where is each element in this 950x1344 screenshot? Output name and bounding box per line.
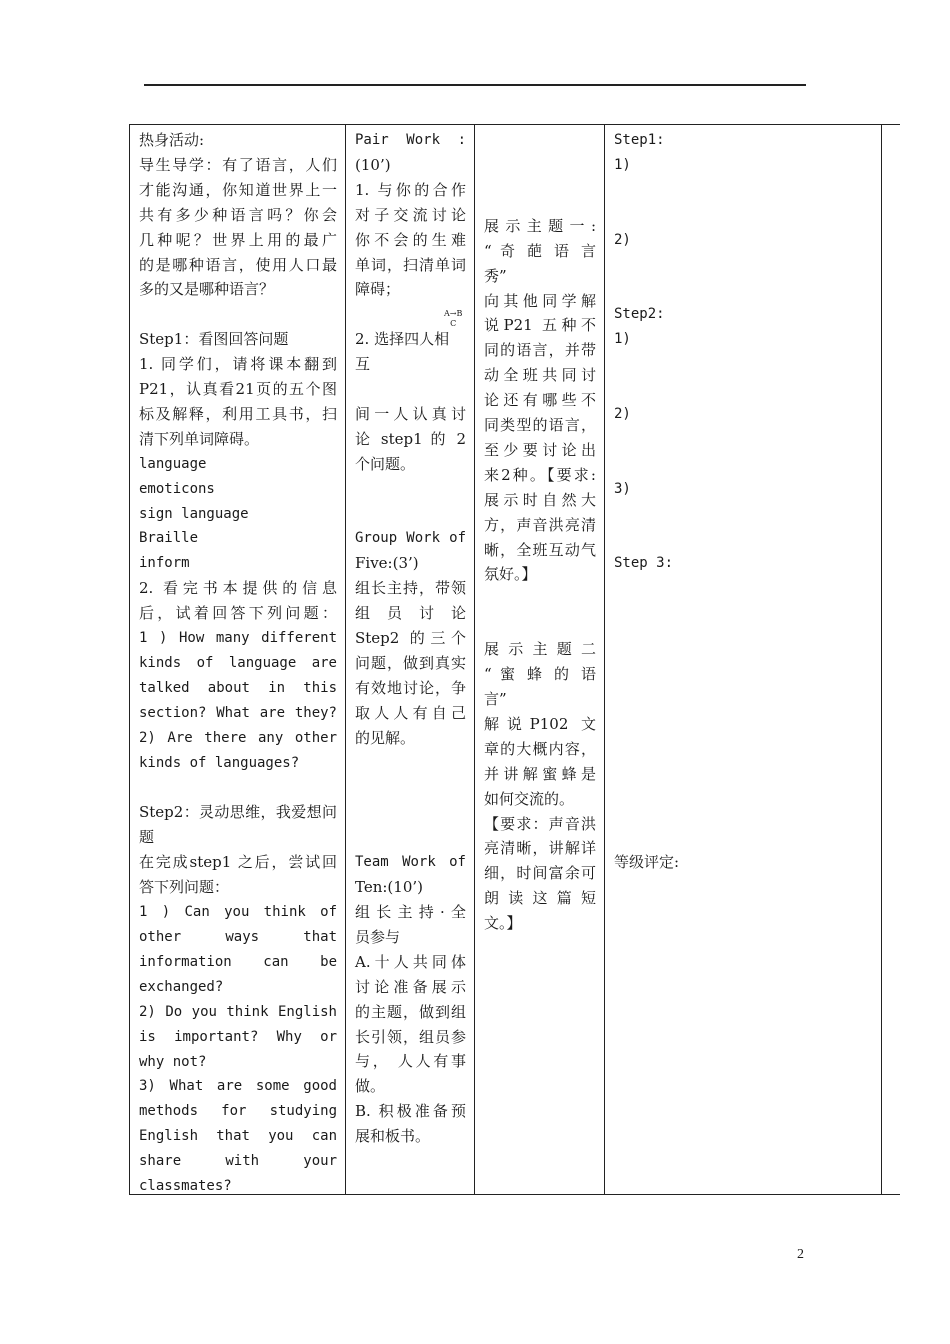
flow-mark: A→B C — [444, 309, 463, 328]
table-bottom-border — [129, 1194, 900, 1195]
cell-text-line — [355, 377, 466, 402]
cell-text-line: (10’) — [355, 155, 391, 174]
cell-text-line: why not? — [139, 1053, 207, 1070]
page-number: 2 — [797, 1247, 804, 1262]
cell-text-line: 说P21 五种不 — [484, 316, 596, 335]
cell-text-line: 论还有哪些不 — [484, 391, 596, 410]
cell-text-line: 如何交流的。 — [484, 789, 575, 808]
cell-text-line — [484, 164, 596, 189]
cell-text-line — [614, 452, 873, 477]
cell-text-line: 组长主持，带领 — [355, 579, 466, 598]
cell-text-line: Step1：看图回答问题 — [139, 330, 289, 349]
cell-text-line: 章的大概内容， — [484, 739, 596, 758]
table-column-margin — [881, 124, 900, 1194]
cell-text-line: section? What are they? — [139, 704, 337, 721]
cell-text-line — [355, 477, 466, 502]
cell-text-line: 共有多少种语言吗？你会 — [139, 205, 337, 224]
cell-text-line — [614, 775, 873, 800]
cell-text-line — [614, 501, 873, 526]
cell-text-line — [614, 750, 873, 775]
cell-text-line: B. 积极准备预 — [355, 1102, 466, 1121]
cell-text-line: 晰，全班互动气 — [484, 540, 596, 559]
cell-text-line: 在完成step1 之后，尝试回 — [139, 853, 337, 872]
cell-text-line: 后，试着回答下列问题： — [139, 604, 337, 623]
cell-text-line: 2) — [614, 231, 631, 248]
cell-text-line: 间一人认真讨 — [355, 404, 466, 423]
cell-text-line: 文。】 — [484, 914, 522, 933]
cell-text-line: 取人人有自己 — [355, 703, 466, 722]
cell-text-line — [139, 776, 337, 801]
cell-text-line: 朗读这篇短 — [484, 889, 596, 908]
cell-text-line: 清下列单词障碍。 — [139, 429, 260, 448]
cell-text-line — [614, 800, 873, 825]
cell-text-line — [355, 502, 466, 527]
cell-text-line — [484, 189, 596, 214]
cell-text-line: 1 ) How many different — [139, 630, 337, 647]
cell-text-line: 标及解释，利用工具书，扫 — [139, 404, 337, 423]
cell-text-line: exchanged? — [139, 978, 224, 995]
cell-text-line: 单词，扫清单词 — [355, 255, 466, 274]
cell-text-line: 的是哪种语言，使用人口最 — [139, 255, 337, 274]
cell-text-line — [614, 626, 873, 651]
cell-text-line — [484, 612, 596, 637]
cell-text-line: 展示主题二 — [484, 640, 596, 659]
cell-text-line: 至少要讨论出 — [484, 440, 596, 459]
cell-text-line: sign language — [139, 505, 249, 522]
cell-text-line: 向其他同学解 — [484, 291, 596, 310]
cell-text-line: 多的又是哪种语言？ — [139, 280, 275, 299]
cell-text-line: 解说P102 文 — [484, 714, 596, 733]
cell-text-line — [355, 775, 466, 800]
cell-text-line: 同类型的语言， — [484, 416, 596, 435]
cell-text-line: 热身活动: — [139, 131, 205, 149]
table-column-activities — [129, 124, 345, 1194]
cell-text-line — [614, 178, 873, 203]
cell-text-line — [614, 203, 873, 228]
cell-text-line: 导生导学：有了语言，人们 — [139, 155, 337, 174]
cell-text-line: A.十人共同体 — [355, 952, 466, 971]
cell-text-line: Step1: — [614, 132, 665, 148]
cell-text-line: 展示时自然大 — [484, 490, 596, 509]
cell-text-line: 并讲解蜜蜂是 — [484, 764, 596, 783]
cell-text-line: Step2: — [614, 306, 665, 323]
cell-text-line: 组 员 讨 论 — [355, 604, 466, 623]
cell-text-line: 2. 选择四人相 — [355, 330, 450, 349]
cell-text-line: English that you can — [139, 1128, 337, 1145]
cell-text-line: emoticons — [139, 480, 215, 497]
cell-text-line: 同的语言，并带 — [484, 341, 596, 360]
cell-text-line: Braille — [139, 530, 199, 547]
table-column-group-work — [345, 124, 474, 1194]
table-top-border — [129, 124, 900, 125]
cell-text-line: “ 奇 葩 语 言 — [484, 241, 596, 260]
cell-text-line: talked about in this — [139, 679, 337, 696]
cell-text-line: 个问题。 — [355, 454, 416, 473]
cell-text-line — [614, 576, 873, 601]
cell-text-line: Group Work of — [355, 530, 466, 547]
cell-text-line: kinds of language are — [139, 655, 337, 672]
cell-text-line: 有效地讨论，争 — [355, 678, 466, 697]
cell-text-line: 答下列问题： — [139, 878, 230, 897]
cell-text-line: 动全班共同讨 — [484, 366, 596, 385]
cell-text-line: Step2 的三个 — [355, 629, 466, 648]
cell-text-line: 细，时间富余可 — [484, 864, 596, 883]
cell-text-line — [614, 726, 873, 751]
cell-text-line — [355, 825, 466, 850]
cell-text-line: 2. 看完书本提供的信息 — [139, 579, 337, 598]
cell-text-line: 氛好。】 — [484, 565, 537, 584]
table-column-topics — [474, 124, 604, 1194]
cell-text-line: information can be — [139, 953, 337, 970]
cell-text-line — [614, 253, 873, 278]
cell-text-line: 1 ) Can you think of — [139, 904, 337, 921]
cell-text-line: 互 — [355, 355, 371, 374]
cell-text-line: 障碍； — [355, 280, 401, 299]
cell-text-line — [355, 751, 466, 776]
cell-text-line — [614, 377, 873, 402]
cell-text-line: 秀” — [484, 266, 507, 285]
cell-text-line: 2) — [614, 405, 631, 422]
cell-text-line: Ten:(10’) — [355, 878, 423, 897]
cell-text-line — [614, 427, 873, 452]
cell-text-line — [355, 800, 466, 825]
cell-text-line: 2) Do you think English — [139, 1003, 337, 1020]
cell-text-line: other ways that — [139, 928, 337, 945]
cell-text-line — [614, 526, 873, 551]
cell-text-line: classmates? — [139, 1178, 232, 1194]
cell-text-line: 等级评定: — [614, 852, 680, 871]
cell-text-line — [614, 601, 873, 626]
cell-text-line — [614, 277, 873, 302]
cell-text-line: 员参与 — [355, 927, 401, 946]
cell-text-line: 展和板书。 — [355, 1127, 431, 1146]
cell-text-line: Team Work of — [355, 854, 466, 871]
cell-text-line — [614, 352, 873, 377]
cell-text-line — [614, 676, 873, 701]
cell-text-line: Step 3: — [614, 555, 674, 572]
cell-text-line: 论 step1 的 2 — [355, 429, 466, 448]
cell-text-line: 言” — [484, 689, 507, 708]
cell-text-line: inform — [139, 555, 190, 572]
cell-text-line: 3) What are some good — [139, 1078, 337, 1095]
cell-text-line: 对子交流讨论 — [355, 205, 466, 224]
cell-text-line — [139, 302, 337, 327]
cell-text-line: 的见解。 — [355, 728, 416, 747]
cell-text-line: 才能沟通，你知道世界上一 — [139, 180, 337, 199]
cell-text-line — [614, 701, 873, 726]
cell-text-line: 长引领，组员参 — [355, 1027, 466, 1046]
cell-text-line: 1. 与你的合作 — [355, 180, 466, 199]
cell-text-line: 做。 — [355, 1077, 386, 1096]
cell-text-line: P21，认真看21页的五个图 — [139, 380, 337, 399]
table-column-notes — [604, 124, 881, 1194]
cell-text-line: 讨论准备展示 — [355, 977, 466, 996]
cell-text-line: “ 蜜 蜂 的 语 — [484, 665, 596, 684]
cell-text-line — [614, 825, 873, 850]
cell-text-line: 1) — [614, 156, 631, 173]
cell-text-line: language — [139, 455, 207, 472]
cell-text-line: methods for studying — [139, 1103, 337, 1120]
cell-text-line: Pair Work : — [355, 132, 466, 148]
cell-text-line: 1) — [614, 331, 631, 348]
cell-text-line: 3) — [614, 480, 631, 497]
cell-text-line: 的主题，做到组 — [355, 1002, 466, 1021]
cell-text-line: Five:(3’) — [355, 554, 419, 573]
cell-text-line: is important? Why or — [139, 1028, 337, 1045]
header-rule — [144, 84, 806, 86]
cell-text-line: share with your — [139, 1153, 337, 1170]
cell-text-line: 方，声音洪亮清 — [484, 515, 596, 534]
cell-text-line: 亮清晰，讲解详 — [484, 839, 596, 858]
cell-text-line: 与， 人人有事 — [355, 1052, 466, 1071]
cell-text-line: 你不会的生难 — [355, 230, 466, 249]
cell-text-line: Step2：灵动思维，我爱想问 — [139, 803, 337, 822]
cell-text-line: 1. 同学们，请将课本翻到 — [139, 355, 337, 374]
cell-text-line: 几种呢？世界上用的最广 — [139, 230, 337, 249]
cell-text-line: 2) Are there any other — [139, 729, 337, 746]
cell-text-line — [484, 587, 596, 612]
cell-text-line: 题 — [139, 828, 155, 847]
cell-text-line: kinds of languages? — [139, 754, 300, 771]
cell-text-line — [614, 651, 873, 676]
cell-text-line: 【要求：声音洪 — [484, 814, 596, 833]
cell-text-line: 来2种。【要求: — [484, 465, 596, 484]
cell-text-line: 组长主持·全 — [355, 902, 466, 921]
cell-text-line: 展示主题一: — [484, 216, 596, 235]
cell-text-line: 问题，做到真实 — [355, 653, 466, 672]
